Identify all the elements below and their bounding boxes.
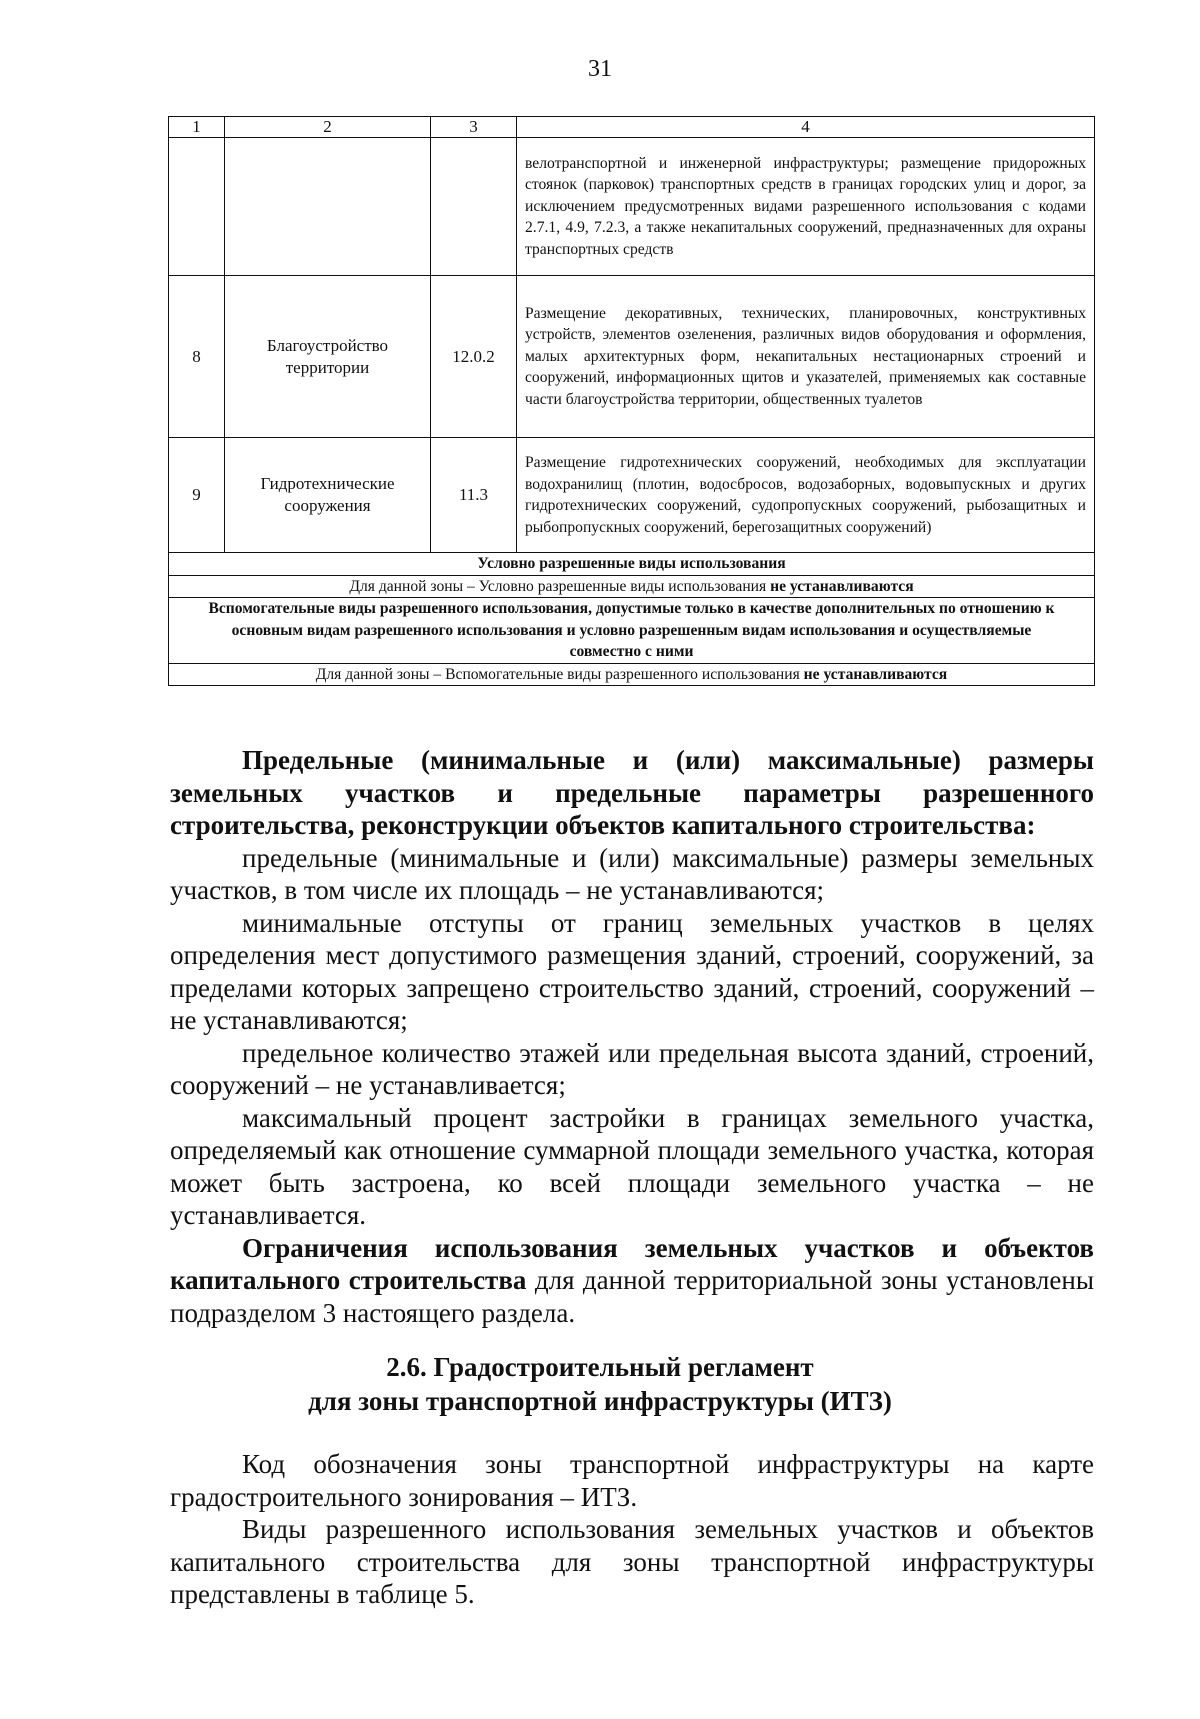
paragraph: минимальные отступы от границ земельных участков в целях определения мест допустимого размещения зданий, строений, сооружений, за пределами которых запрещено строительство зданий, строений, сооружений – не устанавливаются;: [170, 907, 1094, 1035]
use-name: Гидротехнические сооружения: [225, 438, 431, 553]
permitted-uses-table: [168, 116, 1095, 686]
table-row: [169, 553, 1095, 576]
row-number: 9: [169, 438, 225, 553]
section-intro: [170, 1448, 1094, 1611]
table-row: [169, 276, 1095, 438]
paragraph: предельное количество этажей или предельная высота зданий, строений, сооружений – не устанавливается;: [170, 1037, 1094, 1100]
use-code: 11.3: [431, 438, 517, 553]
auxiliary-uses-heading: Вспомогательные виды разрешенного использования, допустимые только в качестве дополнительных по отношению к основным видам разрешенного использования и условно разрешенным видам использования и осуществляемые совместно с ними: [169, 598, 1095, 664]
use-description: велотранспортной и инженерной инфраструктуры; размещение придорожных стоянок (парковок) транспортных средств в границах городских улиц и дорог, за исключением предусмотренных видами разрешенного использования с кодами 2.7.1, 4.9, 7.2.3, а также некапитальных сооружений, предназначенных для охраны транспортных средств: [517, 138, 1095, 276]
auxiliary-uses-note: [169, 663, 1095, 686]
use-description: Размещение декоративных, технических, планировочных, конструктивных устройств, элементов озеленения, различных видов оборудования и оформления, малых архитектурных форм, некапитальных нестационарных строений и сооружений, информационных щитов и указателей, применяемых как составные части благоустройства территории, общественных туалетов: [517, 276, 1095, 438]
table-row: [169, 138, 1095, 276]
use-code: [431, 138, 517, 276]
section-title-line: 2.6. Градостроительный регламент: [386, 1352, 814, 1382]
column-header: 4: [517, 117, 1095, 138]
use-name: [225, 138, 431, 276]
row-number: 8: [169, 276, 225, 438]
table-header-row: [169, 117, 1095, 138]
note-bold-text: не устанавливаются: [803, 665, 948, 683]
paragraph: максимальный процент застройки в границах земельного участка, определяемый как отношение суммарной площади земельного участка, которая может быть застроена, ко всей площади земельного участка – не устанавливается.: [170, 1102, 1094, 1230]
column-header: 1: [169, 117, 225, 138]
section-title: [0, 1350, 1200, 1418]
table-row: [169, 663, 1095, 686]
table-row: [169, 598, 1095, 664]
conditional-uses-note: [169, 575, 1095, 598]
limits-heading: Предельные (минимальные и (или) максимальные) размеры земельных участков и предельные параметры разрешенного строительства, реконструкции объектов капитального строительства:: [170, 745, 1094, 840]
page-number: 31: [588, 56, 612, 82]
row-number: [169, 138, 225, 276]
restrictions-paragraph: [170, 1232, 1094, 1330]
note-text: Для данной зоны – Условно разрешенные виды использования: [349, 577, 771, 595]
paragraph: предельные (минимальные и (или) максимальные) размеры земельных участков, в том числе их площадь – не устанавливаются;: [170, 842, 1094, 905]
column-header: 3: [431, 117, 517, 138]
restrictions-bold: Ограничения использования земельных участков и объектов капитального строительства: [170, 1232, 1094, 1295]
restrictions-text: для данной территориальной зоны установлены подразделом 3 настоящего раздела.: [170, 1265, 1094, 1328]
column-header: 2: [225, 117, 431, 138]
conditional-uses-heading: Условно разрешенные виды использования: [169, 553, 1095, 576]
note-text: Для данной зоны – Вспомогательные виды разрешенного использования: [315, 665, 804, 683]
limits-section: [170, 744, 1094, 1329]
use-description: Размещение гидротехнических сооружений, необходимых для эксплуатации водохранилищ (плотин, водосбросов, водозаборных, водовыпускных и других гидротехнических сооружений, судопропускных сооружений, рыбозащитных и рыбопропускных сооружений, берегозащитных сооружений): [517, 438, 1095, 553]
table-row: [169, 438, 1095, 553]
paragraph: Виды разрешенного использования земельных участков и объектов капитального строительства для зоны транспортной инфраструктуры представлены в таблице 5.: [170, 1514, 1094, 1609]
table-row: [169, 575, 1095, 598]
note-bold-text: не устанавливаются: [770, 577, 914, 595]
section-title-line: для зоны транспортной инфраструктуры (ИТЗ): [308, 1386, 892, 1416]
use-code: 12.0.2: [431, 276, 517, 438]
use-name: Благоустройство территории: [225, 276, 431, 438]
paragraph: Код обозначения зоны транспортной инфраструктуры на карте градостроительного зонирования – ИТЗ.: [170, 1449, 1094, 1512]
